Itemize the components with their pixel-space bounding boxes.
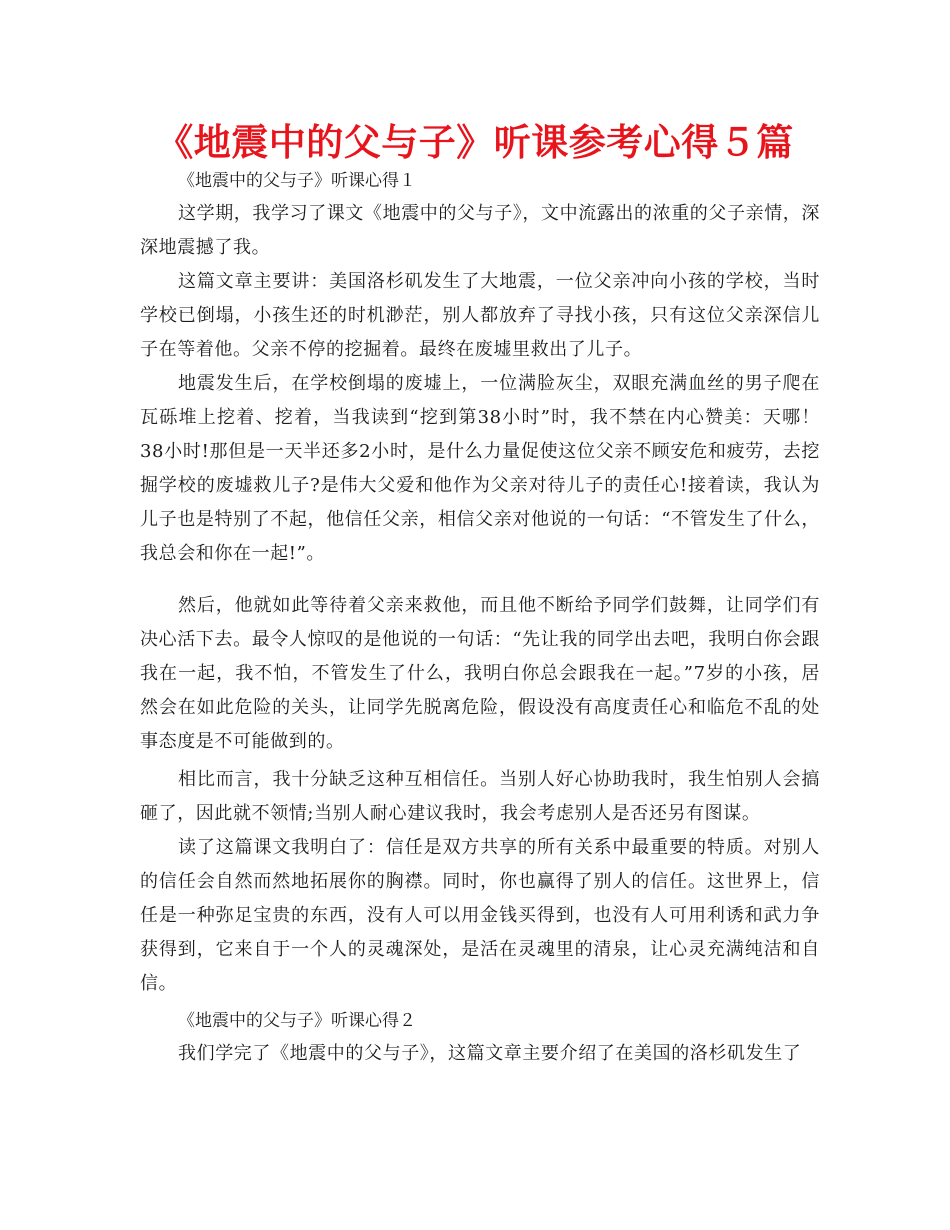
paragraph-1-2: 这篇文章主要讲：美国洛杉矶发生了大地震，一位父亲冲向小孩的学校，当时学校已倒塌，小孩生还的时机渺茫，别人都放弃了寻找小孩，只有这位父亲深信儿子在等着他。父亲不停的挖掘着。最终在废墟里救出了儿子。 [140, 271, 820, 360]
paragraph-1-3: 地震发生后，在学校倒塌的废墟上，一位满脸灰尘，双眼充满血丝的男子爬在瓦砾堆上挖着、挖着，当我读到“挖到第38小时”时，我不禁在内心赞美：天哪！38小时!那但是一天半还多2小时，是什么力量促使这位父亲不顾安危和疲劳，去挖掘学校的废墟救儿子?是伟大父爱和他作为父亲对待儿子的责任心!接着读，我认为儿子也是特别了不起，他信任父亲，相信父亲对他说的一句话：“不管发生了什么，我总会和你在一起!”。 [140, 373, 820, 564]
section-heading-1: 《地震中的父与子》听课心得１ [178, 171, 416, 191]
section-heading-2: 《地震中的父与子》听课心得２ [178, 1011, 416, 1031]
paragraph-1-6: 读了这篇课文我明白了：信任是双方共享的所有关系中最重要的特质。对别人的信任会自然而然地拓展你的胸襟。同时，你也赢得了别人的信任。这世界上，信任是一种弥足宝贵的东西，没有人可以用金钱买得到，也没有人可用利诱和武力争获得到，它来自于一个人的灵魂深处，是活在灵魂里的清泉，让心灵充满纯洁和自信。 [140, 837, 820, 994]
paragraph-2-1: 我们学完了《地震中的父与子》，这篇文章主要介绍了在美国的洛杉矶发生了 [178, 1043, 802, 1064]
paragraph-1-1: 这学期，我学习了课文《地震中的父与子》，文中流露出的浓重的父子亲情，深深地震撼了我。 [140, 203, 820, 258]
paragraph-1-5: 相比而言，我十分缺乏这种互相信任。当别人好心协助我时，我生怕别人会搞砸了，因此就不领情;当别人耐心建议我时，我会考虑别人是否还另有图谋。 [140, 769, 820, 824]
paragraph-1-4: 然后，他就如此等待着父亲来救他，而且他不断给予同学们鼓舞，让同学们有决心活下去。最令人惊叹的是他说的一句话：“先让我的同学出去吧，我明白你会跟我在一起，我不怕，不管发生了什么，我明白你总会跟我在一起。”7岁的小孩，居然会在如此危险的关头，让同学先脱离危险，假设没有高度责任心和临危不乱的处事态度是不可能做到的。 [140, 595, 820, 752]
document-title: 《地震中的父与子》听课参考心得５篇 [156, 121, 794, 164]
